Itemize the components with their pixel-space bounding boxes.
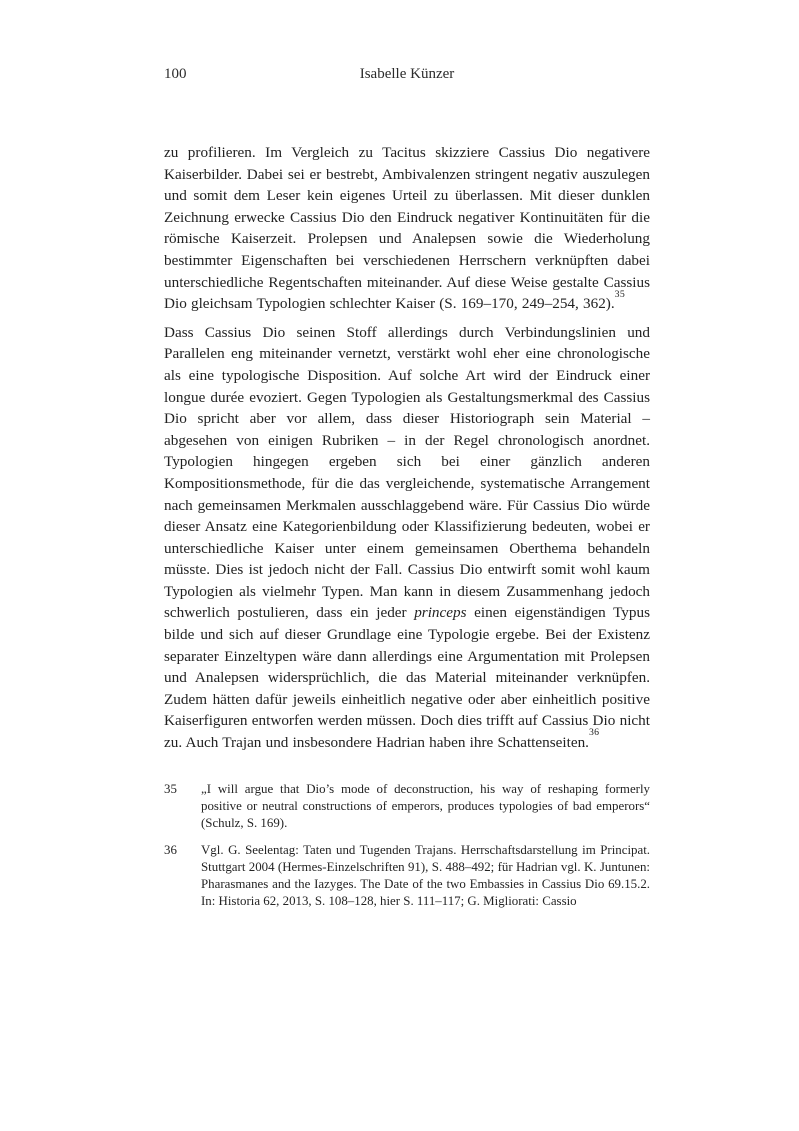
paragraph-2-text-part2: einen eigenständigen Typus bilde und sich auf dieser Grundlage eine Typologie ergebe. Bei der Existenz separater Einzeltypen wäre dann allerdings eine Argumentation mit Prolepsen und Analepsen widersprüchlich, die das Material miteinander verknüpfen. Zudem hätten dafür jeweils einheitlich negative oder aber einheitlich positive Kaiserfiguren entworfen werden müssen. Doch dies trifft auf Cassius Dio nicht zu. Auch Trajan und insbesondere Hadrian haben ihre Schattenseiten. xyxy=(164,604,650,752)
paragraph-2-text-part1: Dass Cassius Dio seinen Stoff allerdings durch Verbindungslinien und Parallelen eng miteinander vernetzt, verstärkt wohl eher eine chronologische als eine typologische Disposition. Auf solche Art wird der Eindruck einer longue durée evoziert. Gegen Typologien als Gestaltungsmerkmal des Cassius Dio spricht aber vor allem, dass dieser Historiograph sein Material – abgesehen von einigen Rubriken – in der Regel chronologisch anordnet. Typologien hingegen ergeben sich bei einer gänzlich anderen Kompositionsmethode, für die das vergleichende, systematische Arrangement nach gemeinsamen Merkmalen ausschlaggebend wäre. Für Cassius Dio würde dieser Ansatz eine Kategorienbildung oder Klassifizierung bedeuten, wobei er unterschiedliche Kaiser unter einem gemeinsamen Oberthema behandeln müsste. Dies ist jedoch nicht der Fall. Cassius Dio entwirft somit wohl kaum Typologien als vielmehr Typen. Man kann in diesem Zusammenhang jedoch schwerlich postulieren, dass ein jeder xyxy=(164,323,650,622)
footnote-36 xyxy=(164,842,650,911)
running-head-author: Isabelle Künzer xyxy=(359,66,455,82)
page-number: 100 xyxy=(164,66,187,82)
footnote-35-number: 35 xyxy=(164,781,177,796)
footnote-ref-36: 36 xyxy=(588,727,600,739)
footnote-36-text: Vgl. G. Seelentag: Taten und Tugenden Trajans. Herrschaftsdarstellung im Principat. Stuttgart 2004 (Hermes-Einzelschriften 91), S. 488–492; für Hadrian vgl. K. Juntunen: Pharasmanes and the Iazyges. The Date of the two Embassies in Cassius Dio 69.15.2. In: Historia 62, 2013, S. 108–128, hier S. 111–117; G. Migliorati: Cassio xyxy=(201,842,650,909)
text-block xyxy=(164,66,650,911)
footnote-35 xyxy=(164,781,650,833)
footnote-ref-35: 35 xyxy=(614,288,626,300)
footnotes-section xyxy=(164,781,650,911)
paragraph-1-text: zu profilieren. Im Vergleich zu Tacitus skizziere Cassius Dio negativere Kaiserbilder. Dabei sei er bestrebt, Ambivalenzen stringent negativ auszulegen und somit dem Leser kein eigenes Urteil zu überlassen. Mit dieser dunklen Zeichnung erwecke Cassius Dio den Eindruck negativer Kontinuitäten für die römische Kaiserzeit. Prolepsen und Analepsen sowie die Wiederholung bestimmter Eigenschaften bei verschiedenen Herrschern verknüpften dabei unterschiedliche Regentschaften miteinander. Auf diese Weise gestalte Cassius Dio gleichsam Typologien schlechter Kaiser (S. 169–170, 249–254, 362). xyxy=(164,144,650,313)
footnote-35-text: „I will argue that Dio’s mode of deconstruction, his way of reshaping formerly positive or neutral constructions of emperors, produces typologies of bad emperors“ (Schulz, S. 169). xyxy=(201,781,650,831)
running-header xyxy=(164,66,650,86)
paragraph-2-italic-term: princeps xyxy=(414,604,467,622)
footnote-36-number: 36 xyxy=(164,842,177,857)
body-text xyxy=(164,142,650,754)
paragraph-1 xyxy=(164,142,650,315)
paragraph-2 xyxy=(164,322,650,754)
